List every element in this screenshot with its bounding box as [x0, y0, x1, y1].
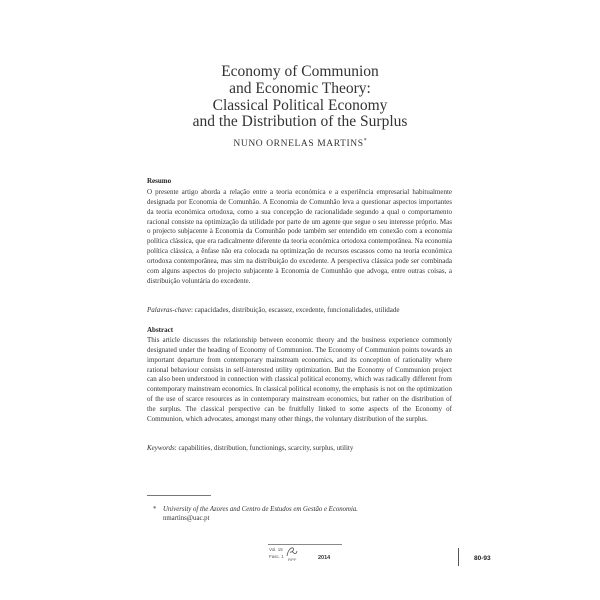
resumo-keywords-list: capacidades, distribuição, escassez, excedente, funcionalidades, utilidade [194, 306, 400, 314]
abstract-keywords-list: capabilities, distribution, functionings, scarcity, surplus, utility [178, 444, 354, 452]
footnote-email: nmartins@uac.pt [163, 515, 210, 523]
title-line-1: Economy of Communion [221, 63, 379, 80]
footer-journal: RPF [288, 557, 297, 562]
footnote [153, 505, 358, 524]
title-line-3: Classical Political Economy [212, 96, 388, 114]
resumo-keywords-label: Palavras-chave [147, 306, 191, 314]
footer-fasc: Fasc. 1 [269, 553, 284, 559]
footnote-mark: * [153, 506, 157, 513]
abstract-heading: Abstract [147, 326, 174, 334]
resumo-text: O presente artigo aborda a relação entre a teoria económica e a experiência empresarial habitualmente designada por Economia de Comunhão. A Economia de Comunhão leva a questionar aspectos importantes da teoria económica ortodoxa, como a sua concepção de racionalidade segundo a qual o comportamento racional consiste na optimização da utilidade por parte de um agente que segue o seu interesse próprio. Mas o projecto subjacente à Economia da Comunhão pode também ser entendido em conexão com a economia política clássica, que era radicalmente diferente da teoria económica ortodoxa contemporânea. Na economia política clássica, a ênfase não era colocada na optimização de recursos escassos como na teoria económica ortodoxa contemporânea, mas sim na distribuição do excedente. A perspectiva clássica pode ser combinada com alguns aspectos do projecto subjacente à Economia de Comunhão que advoga, entre outras coisas, a distribuição voluntária do excedente. [147, 188, 452, 285]
footer-year: 2014 [318, 555, 331, 561]
resumo-keywords [147, 306, 452, 315]
footer-pages: 80-93 [474, 555, 491, 562]
abstract-text: This article discusses the relationship between economic theory and the business experience commonly designated under the heading of Economy of Communion. The Economy of Communion points towards an important departure from contemporary mainstream economics, and its conception of rationality where rational behaviour consists in self-interested utility optimization. But the Economy of Communion project can also been understood in connection with classical political economy, which was radically different from contemporary mainstream economics. In classical political economy, the emphasis is not on the optimization of the use of scarce resources as in contemporary mainstream economics, but rather on the distribution of the surplus. The classical perspective can be fruitfully linked to some aspects of the Economy of Communion, which advocates, amongst many other things, the voluntary distribution of the surplus. [147, 336, 452, 423]
footer-vol: Vol. 15 [269, 547, 283, 552]
article-title [100, 64, 500, 131]
footer-volume [269, 547, 284, 560]
author-line [100, 138, 500, 149]
resumo-keywords-sep: : [190, 306, 195, 314]
author-footnote-mark: * [363, 138, 367, 144]
abstract-keywords-label: Keywords [147, 444, 175, 452]
author-name: NUNO ORNELAS MARTINS [233, 139, 364, 150]
title-line-4: and the Distribution of the Surplus [192, 113, 408, 131]
page-edge-mark [458, 548, 459, 566]
resumo-heading: Resumo [147, 177, 172, 185]
footer-rule [268, 544, 342, 545]
footnote-affiliation: University of the Azores and Centro de Estudos em Gestão e Economia. [163, 506, 358, 513]
abstract-keywords [147, 444, 452, 453]
title-line-2: and Economic Theory: [229, 79, 371, 97]
abstract-keywords-sep: : [174, 444, 179, 452]
footnote-rule [147, 495, 211, 496]
